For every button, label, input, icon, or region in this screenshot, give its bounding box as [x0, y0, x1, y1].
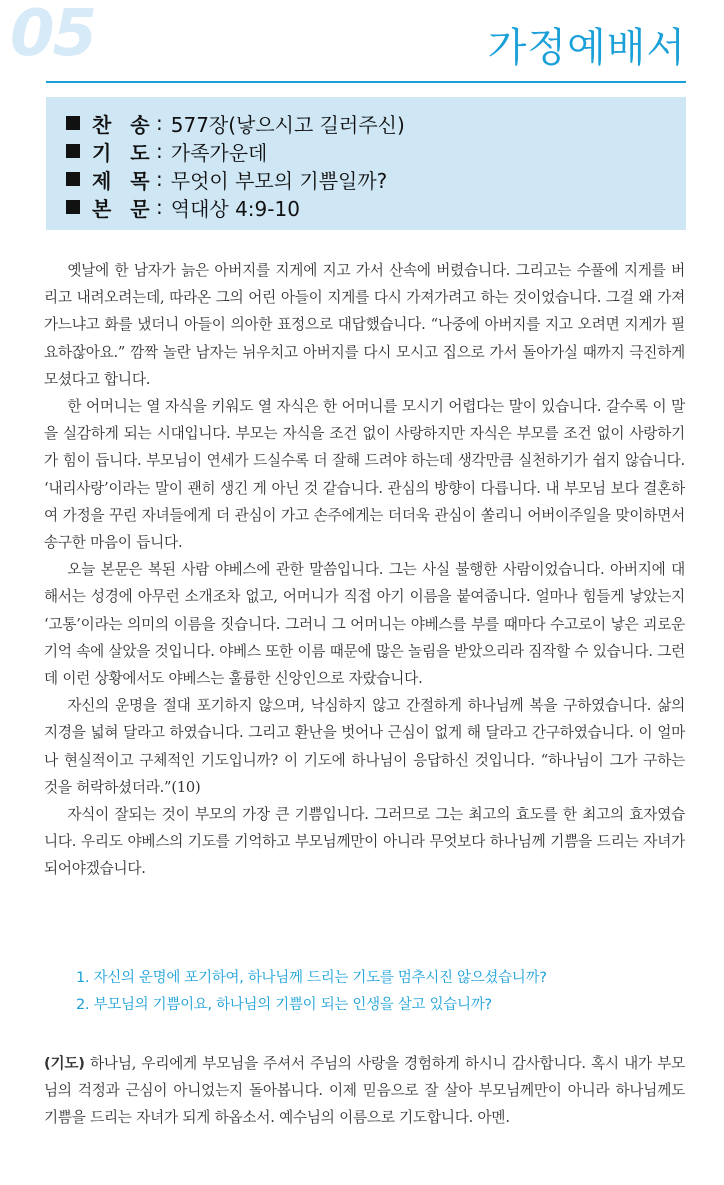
- prayer-leader-value: 가족가운데: [170, 140, 268, 165]
- subject-value: 무엇이 부모의 기쁨일까?: [170, 168, 388, 193]
- subject-label: 제 목: [92, 168, 156, 193]
- prayer-leader-row: [66, 137, 686, 165]
- sermon-paragraph: 한 어머니는 열 자식을 키워도 열 자식은 한 어머니를 모시기 어렵다는 말이 있습니다. 갈수록 이 말을 실감하게 되는 시대입니다. 부모는 자식을 조건 없이 사랑하지만 자식은 부모를 조건 없이 사랑하기가 힘이 듭니다. 부모님이 연세가 드실수록 더 잘해 드려야 하는데 생각만큼 실천하기가 쉽지 않습니다. ‘내리사랑’이라는 말이 괜히 생긴 게 아닌 것 같습니다. 관심의 방향이 다릅니다. 내 부모님 보다 결혼하여 가정을 꾸린 자녀들에게 더 관심이 가고 손주에게는 더더욱 관심이 쏠리니 어버이주일을 맞이하면서 송구한 마음이 듭니다.: [44, 398, 685, 552]
- hymn-label: 찬 송: [92, 112, 156, 137]
- hymn-value: 577장(낳으시고 길러주신): [170, 112, 405, 137]
- colon: :: [156, 139, 163, 163]
- colon: :: [156, 111, 163, 135]
- sermon-paragraph: 오늘 본문은 복된 사람 야베스에 관한 말씀입니다. 그는 사실 불행한 사람이었습니다. 아버지에 대해서는 성경에 아무런 소개조차 없고, 어머니가 직접 아기 이름을 붙여줍니다. 얼마나 힘들게 낳았는지 ‘고통’이라는 의미의 이름을 짓습니다. 그러니 그 어머니는 야베스를 부를 때마다 수고로이 낳은 괴로운 기억 속에 살았을 것입니다. 야베스 또한 이름 때문에 많은 놀림을 받았으리라 짐작할 수 있습니다. 그런데 이런 상황에서도 야베스는 훌륭한 신앙인으로 자랐습니다.: [44, 561, 685, 688]
- reflection-questions: [76, 965, 696, 1019]
- question-item: 2. 부모님의 기쁨이요, 하나님의 기쁨이 되는 인생을 살고 있습니까?: [76, 997, 492, 1013]
- colon: :: [156, 167, 163, 191]
- question-item: 1. 자신의 운명에 포기하여, 하나님께 드리는 기도를 멈추시진 않으셨습니까?: [76, 970, 547, 986]
- prayer-text: 하나님, 우리에게 부모님을 주셔서 주님의 사랑을 경험하게 하시니 감사합니다. 혹시 내가 부모님의 걱정과 근심이 아니었는지 돌아봅니다. 이제 믿음으로 잘 살아 부모님께만이 아니라 하나님께도 기쁨을 드리는 자녀가 되게 하옵소서. 예수님의 이름으로 기도합니다. 아멘.: [44, 1055, 685, 1127]
- square-bullet-icon: [66, 200, 80, 214]
- square-bullet-icon: [66, 116, 80, 130]
- title-divider: [46, 81, 686, 83]
- closing-prayer: [44, 1050, 685, 1132]
- square-bullet-icon: [66, 172, 80, 186]
- sermon-body: [44, 257, 685, 883]
- sermon-paragraph: 자식이 잘되는 것이 부모의 가장 큰 기쁨입니다. 그러므로 그는 최고의 효도를 한 최고의 효자였습니다. 우리도 야베스의 기도를 기억하고 부모님께만이 아니라 무엇보다 하나님께 기쁨을 드리는 자녀가 되어야겠습니다.: [44, 806, 685, 878]
- sermon-paragraph: 옛날에 한 남자가 늙은 아버지를 지게에 지고 가서 산속에 버렸습니다. 그리고는 수풀에 지게를 버리고 내려오려는데, 따라온 그의 어린 아들이 지게를 다시 가져가려고 하는 것이었습니다. 그걸 왜 가져가느냐고 화를 냈더니 아들이 의아한 표정으로 대답했습니다. “나중에 아버지를 지고 오려면 지게가 필요하잖아요.” 깜짝 놀란 남자는 뉘우치고 아버지를 다시 모시고 집으로 가서 돌아가실 때까지 극진하게 모셨다고 합니다.: [44, 262, 685, 388]
- colon: :: [156, 195, 163, 219]
- worship-info-box: [46, 97, 686, 230]
- section-title: 가정예배서: [487, 25, 686, 71]
- scripture-label: 본 문: [92, 196, 156, 221]
- scripture-value: 역대상 4:9-10: [170, 196, 300, 221]
- hymn-row: [66, 109, 686, 137]
- prayer-label: (기도): [44, 1055, 85, 1072]
- page-number: 05: [10, 0, 96, 71]
- prayer-leader-label: 기 도: [92, 140, 156, 165]
- scripture-row: [66, 193, 686, 221]
- subject-row: [66, 165, 686, 193]
- square-bullet-icon: [66, 144, 80, 158]
- sermon-paragraph: 자신의 운명을 절대 포기하지 않으며, 낙심하지 않고 간절하게 하나님께 복을 구하였습니다. 삶의 지경을 넓혀 달라고 하였습니다. 그리고 환난을 벗어나 근심이 없게 해 달라고 간구하였습니다. 이 얼마나 현실적이고 구체적인 기도입니까? 이 기도에 하나님이 응답하신 것입니다. “하나님이 그가 구하는 것을 허락하셨더라.”(10): [44, 697, 685, 796]
